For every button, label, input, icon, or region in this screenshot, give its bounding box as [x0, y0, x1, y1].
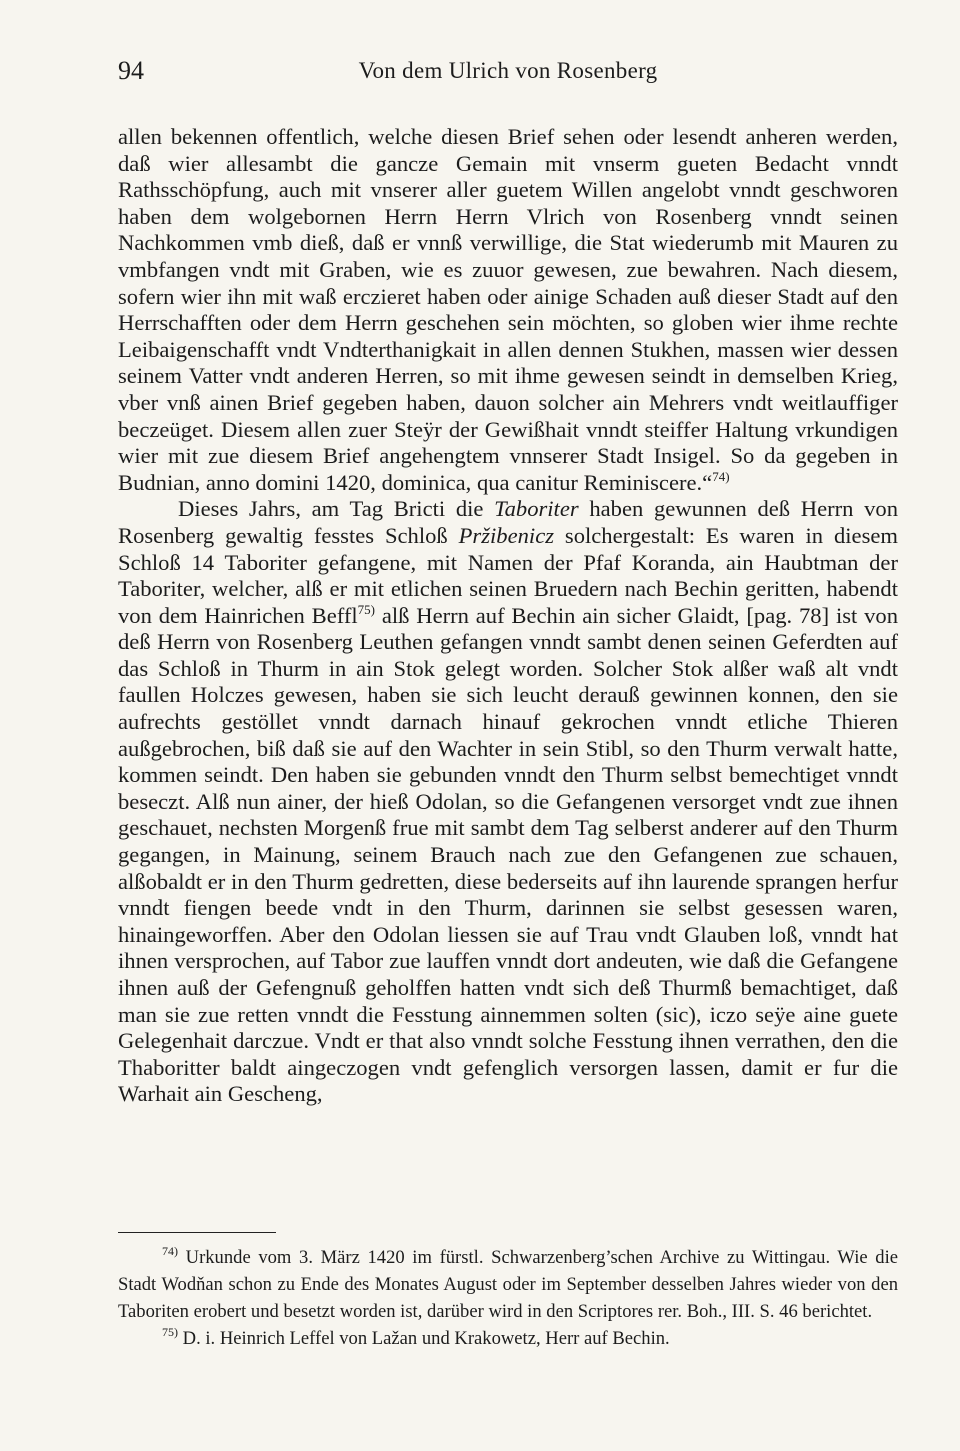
text-run: Dieses Jahrs, am Tag Bricti die: [178, 496, 495, 522]
text-run: haben gewunnen deß Herrn von Rosenberg gewaltig fesstes Schloß: [118, 496, 898, 548]
italic-taboriter: Taboriter: [494, 496, 579, 522]
page-header: [118, 56, 898, 92]
footnote-reference-75: 75): [357, 601, 375, 617]
text-run: solchergestalt: Es waren in diesem Schloß 14 Taboriter gefangene, mit Namen der Pfaf Koranda, ain Haubtman der Taboriter, welcher, alß er mit etlichen seinen Bruedern nach Bechin geritten, habendt von dem Hainrichen Beffl: [118, 522, 898, 628]
footnote-text: Urkunde vom 3. März 1420 im fürstl. Schwarzenberg’schen Archive zu Wittingau. Wie die Stadt Wodňan schon zu Ende des Monates August oder im September desselben Jahres wieder von den Taboriten erobert und besetzt worden ist, darüber wird in den Scriptores rer. Boh., III. S. 46 berichtet.: [118, 1247, 898, 1322]
italic-castle-name: Pržibenicz: [458, 522, 555, 548]
footnote-marker: 74): [162, 1244, 178, 1258]
footnote-text: D. i. Heinrich Leffel von Lažan und Krakowetz, Herr auf Bechin.: [178, 1328, 670, 1349]
footnote-separator: [118, 1232, 276, 1233]
footnote-75: [118, 1325, 898, 1352]
paragraph-taboriter: [118, 496, 898, 1108]
footnotes: [118, 1244, 898, 1352]
footnote-74: [118, 1244, 898, 1325]
paragraph-charter: [118, 124, 898, 496]
page-number: 94: [118, 56, 144, 85]
text-run: alß Herrn auf Bechin ain sicher Glaidt, [pag. 78] ist von deß Herrn von Rosenberg Leuthen gefangen vnndt sambt denen seinen Geferdten auf das Schloß in Thurm in ain Stok gelegt worden. Solcher Stok alßer waß alt vndt faullen Holczes gewesen, haben sie sich leucht derauß gewinnen konnen, den sie aufrechts gestöllet vnndt darnach hinauf gekrochen vnndt etliche Thieren außgebrochen, biß daß sie auf den Wachter in sein Stibl, so den Thurm verwalt hatte, kommen seindt. Den haben sie gebunden vnndt den Thurm selbst bemechtiget vnndt beseczt. Alß nun ainer, der hieß Odolan, so die Gefangenen versorget vndt zue ihnen geschauet, nechsten Morgenß frue mit sambt dem Tag selberst anderer auf den Thurm gegangen, in Mainung, seinem Brauch nach zue den Gefangenen zue schauen, alßobaldt er in den Thurm gedretten, diese bederseits auf ihn laurende sprangen herfur vnndt fiengen beede vndt in den Thurm, darinnen sie selbst gesessen waren, hinaingeworffen. Aber den Odolan liessen sie auf Trau vndt Glauben loß, vnndt hat ihnen versprochen, auf Tabor zue lauffen vnndt dort andeuten, wie daß die Gefangene ihnen auß der Gefengnuß geholffen hatten vndt sich deß Thurmß bemachtiget, daß man sie zue retten vnndt die Fesstung ainnemmen solten (sic), iczo seÿe aine guete Gelegenhait darczue. Vndt er that also vnndt solche Fesstung ihnen verrathen, den die Thaboritter baldt aingeczogen vndt gefenglich versorgen lassen, damit er fur die Warhait ain Gescheng,: [118, 602, 899, 1107]
running-title: Von dem Ulrich von Rosenberg: [358, 58, 658, 83]
main-text: [118, 124, 898, 1108]
charter-text: allen bekennen offentlich, welche diesen Brief sehen oder lesendt anheren werden, daß wier allesambt die gancze Gemain mit vnserm gueten Bedacht vnndt Rathsschöpfung, auch mit vnserer aller guetem Willen angelobt vnndt geschworen haben dem wolgebornen Herrn Herrn Vlrich von Rosenberg vnndt seinen Nachkommen vmb dieß, daß er vnnß verwillige, die Stat wiederumb mit Mauren zu vmbfangen vndt mit Graben, wie es zuuor gewesen, zue bewahren. Nach diesem, sofern wier ihn mit waß erczieret haben oder ainige Schaden auß dieser Stadt auf den Herrschafften oder dem Herrn geschehen sein möchten, so globen wier ihme rechte Leibaigenschafft vndt Vndterthanigkait in allen dennen Stukhen, massen wier dessen seinem Vatter vndt anderen Herren, so mit ihme gewesen seindt in demselben Krieg, vber vnß ainen Brief gegeben haben, dauon solcher ain Mehrers vndt weitlauffiger beczeüget. Diesem allen zuer Steÿr der Gewißhait vnndt steiffer Haltung vrkundigen wier mit zue diesem Brief angehengtem vnnserer Stadt Insigel. So da gegeben in Budnian, anno domini 1420, dominica, qua canitur Reminiscere.“: [118, 124, 898, 495]
footnote-marker: 75): [162, 1325, 178, 1339]
footnote-reference-74: 74): [712, 468, 730, 484]
